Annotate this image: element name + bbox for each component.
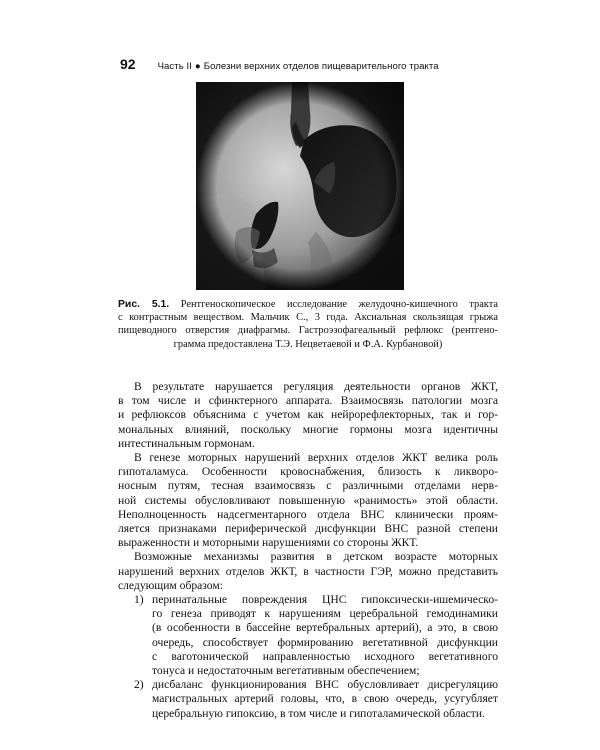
running-head-chapter: Болезни верхних отделов пищеварительного тракта	[203, 61, 439, 72]
text-line: следующим образом:	[118, 578, 223, 592]
text-line: в том числе и сфинктерного аппарата. Взаимосвязь патологии мозга	[118, 394, 498, 408]
list-item	[118, 593, 498, 678]
running-head-part: Часть II	[157, 61, 192, 72]
list-item-line: го генеза приводят к нарушениям церебральной гемодинамики	[152, 607, 498, 621]
running-head-bullet: ●	[194, 61, 201, 72]
paragraph	[118, 451, 498, 550]
text-line: Возможные механизмы развития в детском возрасте моторных	[134, 550, 498, 564]
text-line: гипоталамуса. Особенности кровоснабжения, близость к ликворо-	[118, 465, 498, 479]
list-item-line: 2) дисбаланс функционирования ВНС обусловливает дисрегуляцию	[134, 678, 498, 692]
text-line: нарушений верхних отделов ЖКТ, в частности ГЭР, можно представить	[118, 564, 498, 578]
caption-line: Рис. 5.1. Рентгеноскопическое исследование желудочно-кишечного тракта	[118, 299, 498, 310]
caption-line: с контрастным веществом. Мальчик С., 3 года. Аксиальная скользящая грыжа	[118, 312, 498, 324]
caption-line: пищеводного отверстия диафрагмы. Гастроэзофагеальный рефлюкс (рентгено-	[118, 325, 498, 337]
text-line: Неполноценность надсегментарного отдела ВНС клинически проям-	[118, 507, 498, 521]
text-line: В результате нарушается регуляция деятельности органов ЖКТ,	[134, 380, 498, 393]
text-line: мональных влияний, поскольку многие гормоны мозга идентичны	[118, 422, 498, 436]
list-item-line: церебральную гипоксию, в том числе и гипоталамической области.	[152, 706, 485, 720]
body-text	[118, 380, 498, 721]
list-item-line: магистральных артерий головы, что, в свою очередь, усугубляет	[152, 692, 498, 706]
page-number: 92	[120, 56, 136, 72]
list-item-line: (в особенности в бассейне вертебральных артерий), а это, в свою	[152, 621, 498, 635]
text-line: интестинальным гормонам.	[118, 436, 255, 450]
text-line: В генезе моторных нарушений верхних отделов ЖКТ велика роль	[134, 451, 498, 465]
text-line: носным путям, тесная взаимосвязь с различными отделами нерв-	[118, 479, 498, 493]
list-item-line: очередь, способствует формированию вегетативной дисфункции	[152, 635, 498, 649]
list-item-number: 2)	[134, 678, 144, 692]
page-header	[120, 56, 500, 76]
xray-figure	[196, 82, 404, 290]
text-line: ной системы обусловливают повышенную «ранимость» этой области.	[118, 493, 498, 507]
text-line: выраженности и моторными нарушениями со стороны ЖКТ.	[118, 536, 419, 550]
list-item-line: тонуса и недостаточным вегетативным обеспечением;	[152, 664, 420, 678]
list-item-line: 1) перинатальные повреждения ЦНС гипоксически-ишемическо-	[134, 593, 498, 607]
list-item	[118, 678, 498, 721]
text-line: и рефлюксов объяснима с учетом как нейрорефлекторных, так и гор-	[118, 408, 498, 422]
list-item-line: с ваготонической направленностью исходного вегетативного	[152, 649, 498, 663]
paragraph	[118, 550, 498, 593]
numbered-list	[118, 593, 498, 721]
xray-image	[196, 82, 404, 290]
running-head	[158, 61, 439, 72]
paragraph	[118, 380, 498, 451]
caption-line: грамма предоставлена Т.Э. Нецветаевой и Ф.А. Курбановой)	[173, 338, 443, 350]
figure-caption	[118, 298, 498, 351]
figure-label: Рис. 5.1.	[118, 299, 170, 310]
text-line: ляется признаками периферической дисфункции ВНС разной степени	[118, 522, 498, 536]
list-item-number: 1)	[134, 593, 144, 607]
